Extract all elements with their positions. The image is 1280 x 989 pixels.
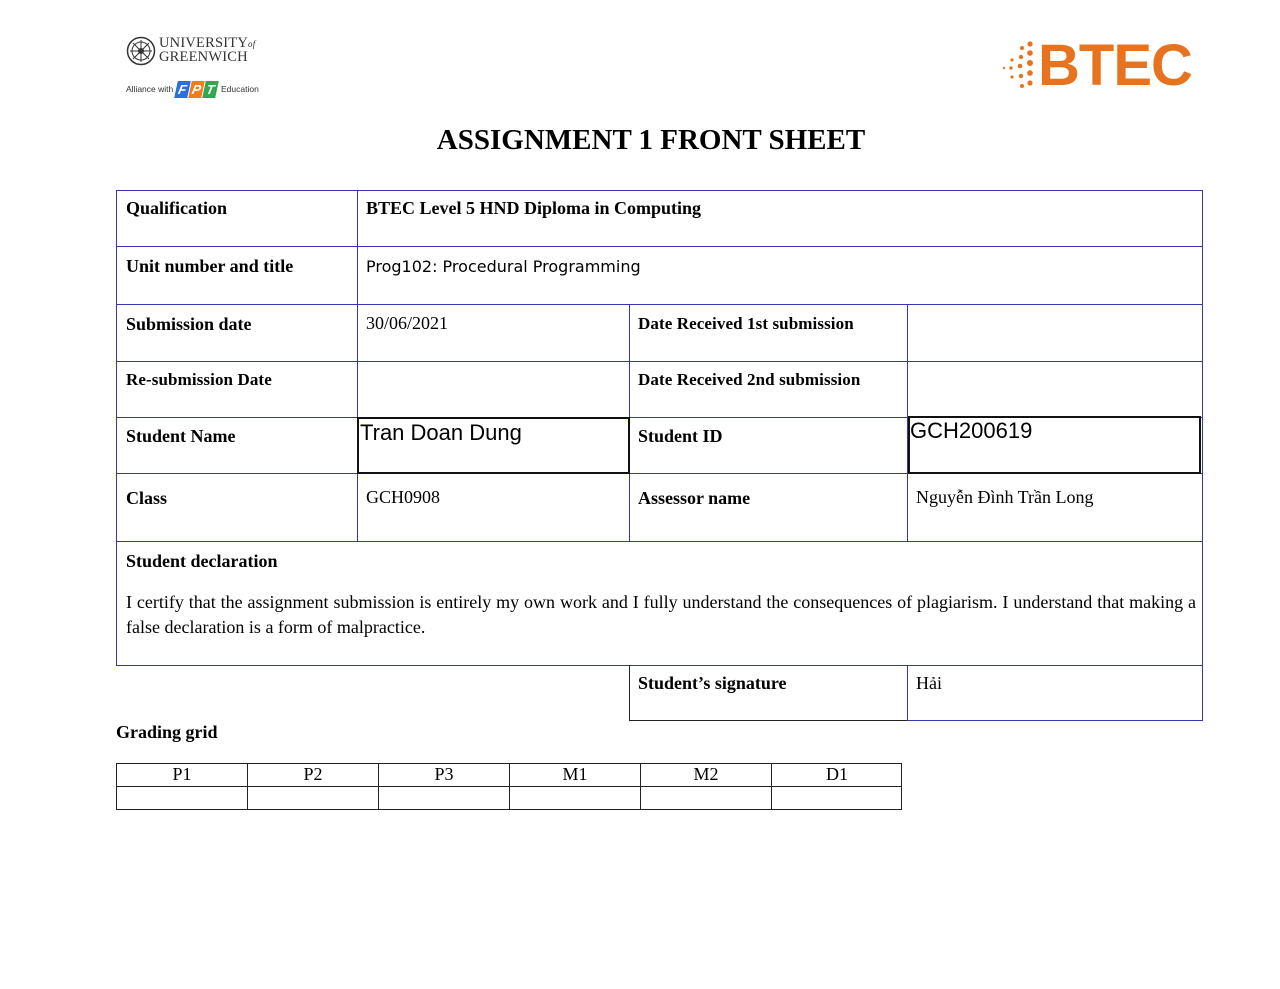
fpt-logo: F P T (176, 81, 217, 98)
university-seal-icon (126, 36, 156, 66)
alliance-text: Alliance with (126, 84, 174, 94)
student-id-value: GCH200619 (910, 418, 1033, 443)
grade-cell-m2 (641, 787, 771, 809)
page-title: ASSIGNMENT 1 FRONT SHEET (436, 124, 866, 156)
submission-date-label: Submission date (126, 314, 252, 334)
btec-logo (1000, 33, 1200, 100)
resubmission-date-label: Re-submission Date (126, 370, 272, 389)
unit-label: Unit number and title (126, 256, 294, 276)
declaration-text: I certify that the assignment submission is entirely my own work and I fully understand the consequences of plagiarism. I understand that making a false declaration is a form of malpractice. (126, 592, 1196, 637)
grade-cell-p3 (379, 787, 509, 809)
declaration-label: Student declaration (126, 551, 278, 571)
grade-header-p3: P3 (434, 764, 454, 784)
unit-value: Prog102: Procedural Programming (366, 257, 641, 276)
qualification-value: BTEC Level 5 HND Diploma in Computing (366, 198, 702, 218)
class-label: Class (126, 488, 168, 508)
grade-header-m2: M2 (693, 764, 719, 784)
grade-header-p2: P2 (303, 764, 323, 784)
btec-wordmark: BTEC (1038, 33, 1192, 98)
date-received-1-label: Date Received 1st submission (638, 314, 854, 333)
grade-header-m1: M1 (562, 764, 588, 784)
grade-header-p1: P1 (172, 764, 192, 784)
assessor-value: Nguyễn Đình Trần Long (916, 487, 1094, 507)
grade-cell-m1 (510, 787, 640, 809)
grading-grid-label: Grading grid (116, 722, 218, 742)
assessor-label: Assessor name (638, 488, 751, 508)
student-id-label: Student ID (638, 426, 723, 446)
qualification-label: Qualification (126, 198, 228, 218)
university-of-greenwich-logo (126, 36, 266, 100)
date-received-2-label: Date Received 2nd submission (638, 370, 861, 389)
submission-date-value: 30/06/2021 (366, 313, 449, 333)
student-name-value: Tran Doan Dung (360, 420, 522, 445)
grade-cell-p2 (248, 787, 378, 809)
grade-cell-d1 (772, 787, 902, 809)
signature-label: Student’s signature (638, 673, 787, 693)
grade-header-d1: D1 (826, 764, 848, 784)
btec-dots-icon (1000, 40, 1040, 92)
grade-cell-p1 (117, 787, 247, 809)
education-text: Education (221, 84, 259, 94)
student-name-label: Student Name (126, 426, 236, 446)
class-value: GCH0908 (366, 487, 441, 507)
signature-value: Hải (916, 673, 942, 693)
university-name: UNIVERSITYof GREENWICH (159, 35, 256, 65)
